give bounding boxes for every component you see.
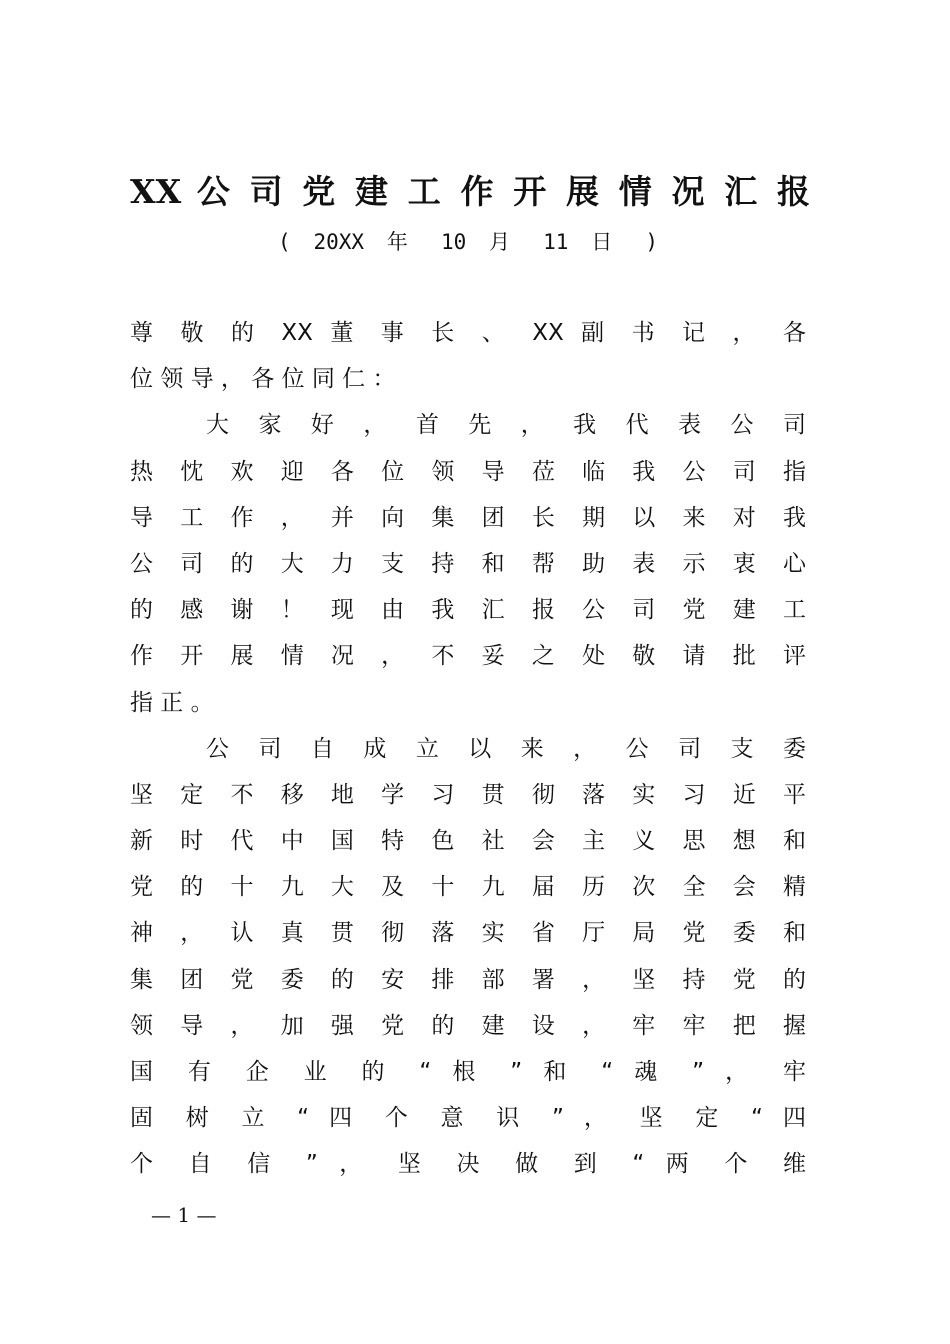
body-line: 新 时 代 中 国 特 色 社 会 主 义 思 想 和: [130, 828, 806, 855]
body-line: 大 家 好 ， 首 先 ， 我 代 表 公 司: [206, 412, 806, 439]
body-line: 神 ， 认 真 贯 彻 落 实 省 厅 局 党 委 和: [130, 920, 806, 947]
body-line: 作 开 展 情 况 ， 不 妥 之 处 敬 请 批 评: [130, 643, 806, 670]
body-line: 导 工 作 ， 并 向 集 团 长 期 以 来 对 我: [130, 504, 806, 531]
page-number: — 1 —: [151, 1203, 217, 1227]
body-line: 尊 敬 的 XX 董 事 长 、 XX 副 书 记 ， 各: [130, 320, 806, 346]
body-line: 坚 定 不 移 地 学 习 贯 彻 落 实 习 近 平: [130, 781, 806, 808]
body-line: 党 的 十 九 大 及 十 九 届 历 次 全 会 精: [130, 874, 806, 901]
document-title: XX 公 司 党 建 工 作 开 展 情 况 汇 报: [130, 172, 810, 211]
body-line: 领 导 ， 加 强 党 的 建 设 ， 牢 牢 把 握: [130, 1012, 806, 1039]
body-line: 固 树 立 “ 四 个 意 识 ” ， 坚 定 “ 四: [130, 1105, 806, 1132]
body-line: 公 司 的 大 力 支 持 和 帮 助 表 示 衷 心: [130, 550, 806, 577]
body-line: 个 自 信 ” ， 坚 决 做 到 “ 两 个 维: [130, 1151, 806, 1178]
body-line: 的 感 谢 ！ 现 由 我 汇 报 公 司 党 建 工: [130, 597, 806, 624]
document-date: ( 20XX 年 10 月 11 日 ): [278, 230, 658, 254]
body-line: 热 忱 欢 迎 各 位 领 导 莅 临 我 公 司 指: [130, 458, 806, 485]
document-body: [130, 310, 806, 1188]
body-line: 集 团 党 委 的 安 排 部 署 ， 坚 持 党 的: [130, 966, 806, 993]
body-line: 国 有 企 业 的 “ 根 ” 和 “ 魂 ” ， 牢: [130, 1059, 806, 1085]
body-line: 位 领 导 ， 各 位 同 仁 ：: [130, 366, 396, 393]
body-line: 指 正 。: [130, 689, 214, 716]
body-line: 公 司 自 成 立 以 来 ， 公 司 支 委: [206, 735, 806, 762]
